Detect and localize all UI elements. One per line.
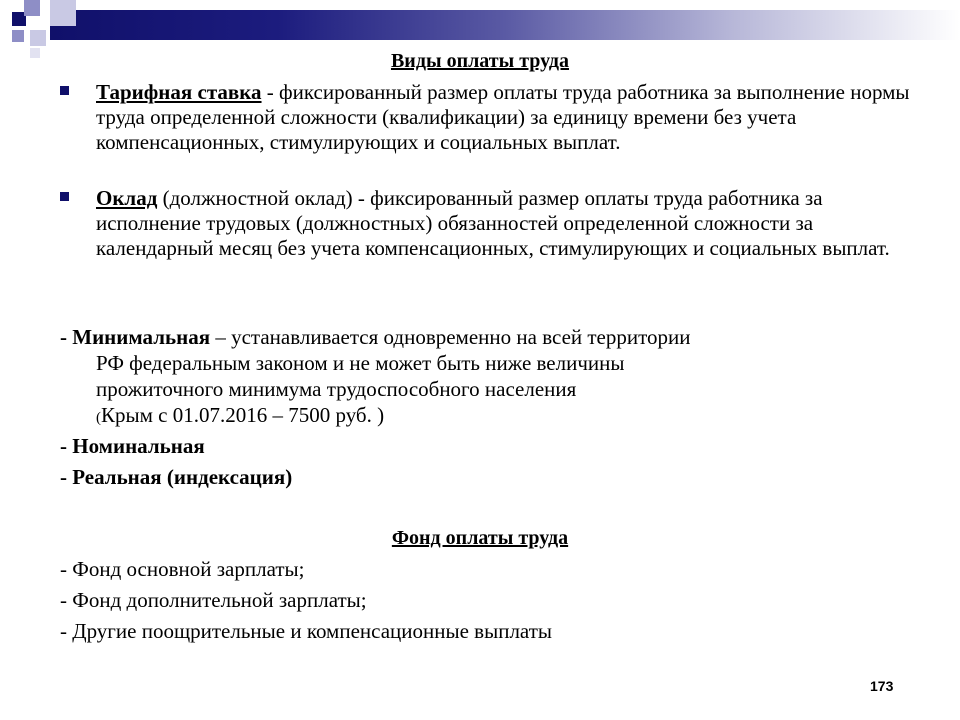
minimal-wage-label: - Минимальная: [60, 325, 211, 349]
term-salary: Оклад: [96, 186, 158, 210]
list-item-text: [96, 80, 916, 155]
real-wage-label: - Реальная (индексация): [60, 465, 293, 489]
definition-tariff-rate: - фиксированный размер оплаты труда работника за выполнение нормы труда определенной сложности (квалификации) за единицу времени без учета компенсационных, стимулирующих и социальных выплат.: [96, 80, 910, 154]
list-item-text: [96, 186, 916, 261]
definition-salary: (должностной оклад) - фиксированный размер оплаты труда работника за исполнение трудовых (должностных) обязанностей определенной сложности за календарный месяц без учета компенсационных, стимулирующих и социальных выплат.: [96, 186, 890, 260]
minimal-wage-text-2: РФ федеральным законом и не может быть ниже величины: [96, 351, 625, 375]
square-bullet-icon: [60, 192, 69, 201]
page-number: 173: [870, 678, 894, 694]
fund-item-additional: - Фонд дополнительной зарплаты;: [60, 588, 367, 612]
section-title-payroll-fund: Фонд оплаты труда: [391, 527, 569, 549]
minimal-wage-line: [60, 325, 691, 350]
fund-item-other: - Другие поощрительные и компенсационные выплаты: [60, 619, 552, 643]
note-text: Крым с 01.07.2016 – 7500 руб. ): [101, 403, 385, 427]
minimal-wage-text-3: прожиточного минимума трудоспособного населения: [96, 377, 577, 401]
term-tariff-rate: Тарифная ставка: [96, 80, 262, 104]
minimal-wage-text-1: – устанавливается одновременно на всей территории: [210, 325, 691, 349]
minimal-wage-note: [96, 403, 384, 431]
note-paren: (: [96, 410, 101, 426]
section-title-payment-types: Виды оплаты труда: [390, 50, 570, 72]
square-bullet-icon: [60, 86, 69, 95]
nominal-wage-label: - Номинальная: [60, 434, 205, 458]
header-gradient-bar: [50, 10, 960, 40]
fund-item-basic: - Фонд основной зарплаты;: [60, 557, 305, 581]
